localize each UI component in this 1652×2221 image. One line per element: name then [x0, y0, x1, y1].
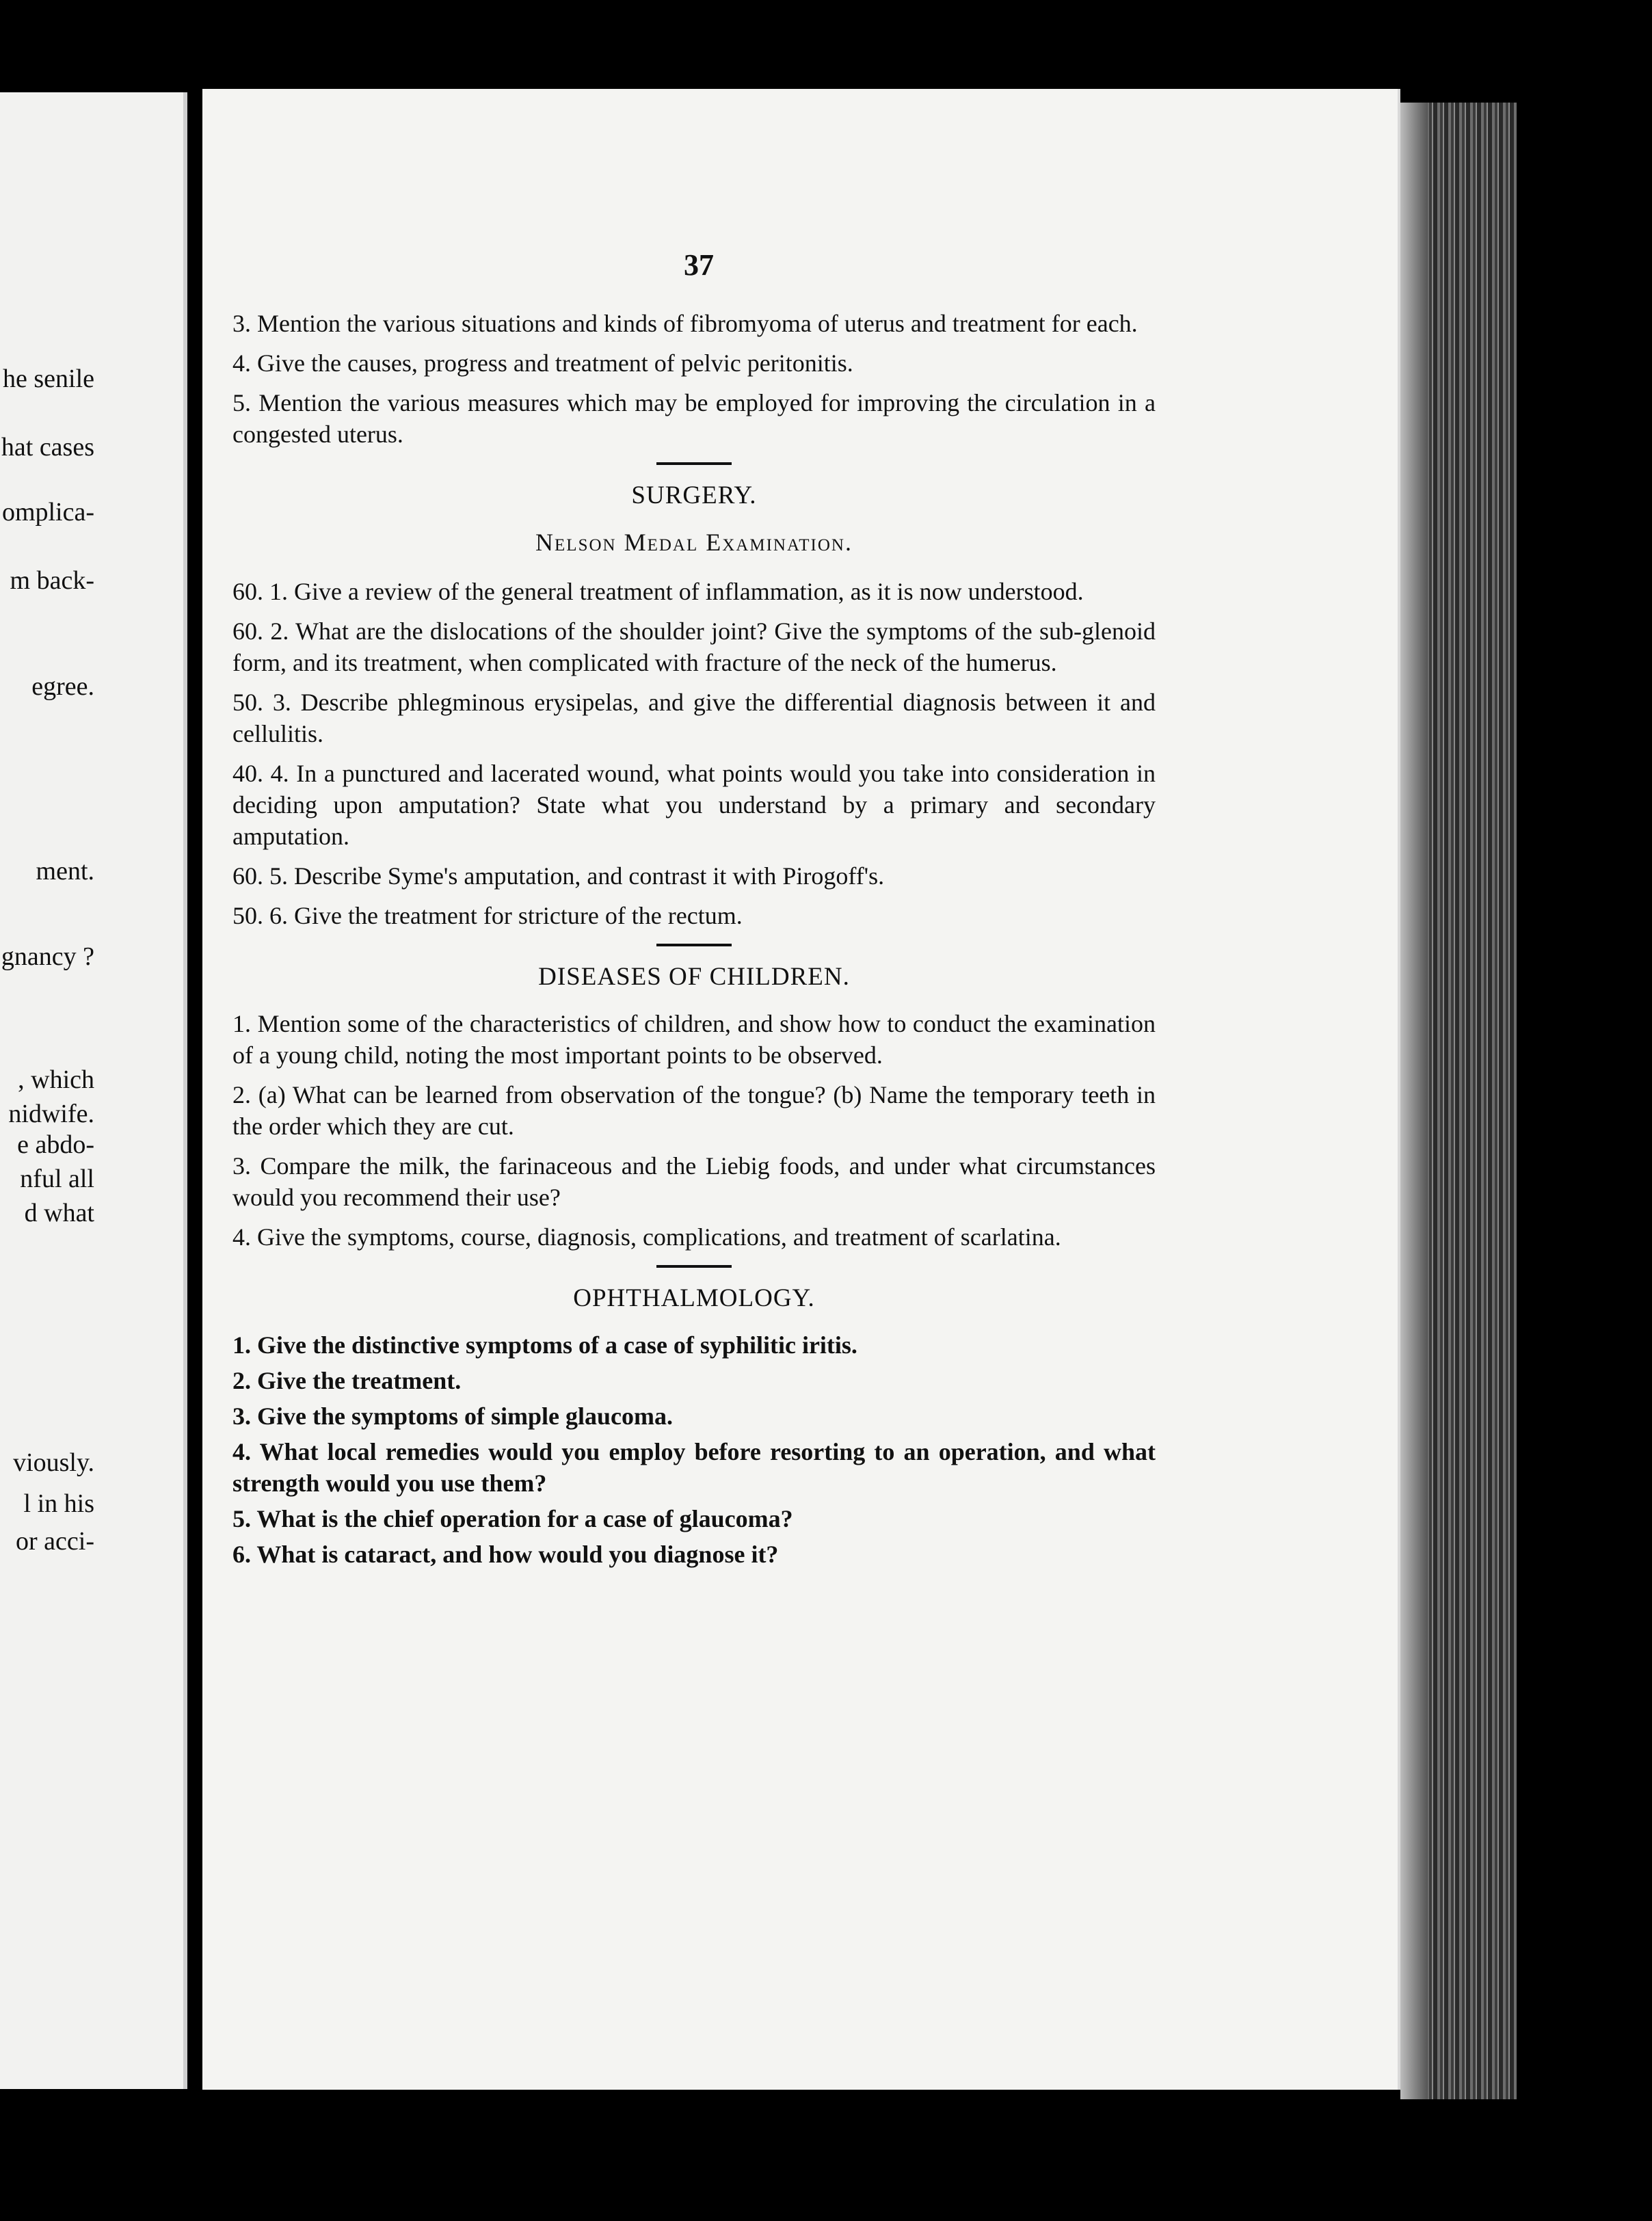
- question: 50. 3. Describe phlegminous erysipelas, and give the differential diagnosis between it and cellulitis.: [232, 689, 1156, 747]
- left-page-fragment: d what: [24, 1199, 94, 1227]
- left-page-fragment: m back-: [10, 566, 94, 595]
- section-divider: [656, 944, 732, 946]
- question: 1. Give the distinctive symptoms of a case of syphilitic iritis.: [232, 1331, 857, 1359]
- page-number: 37: [684, 248, 714, 282]
- question: 60. 1. Give a review of the general treatment of inflammation, as it is now understood.: [232, 578, 1084, 605]
- question: 4. What local remedies would you employ before resorting to an operation, and what strength would you use them?: [232, 1438, 1156, 1497]
- question: 40. 4. In a punctured and lacerated wound, what points would you take into consideration in deciding upon amputation? State what you understand by a primary and secondary amputation.: [232, 760, 1156, 850]
- book-page-edge-shadow: [1400, 103, 1428, 2099]
- left-page-fragment: ment.: [36, 857, 94, 886]
- question: 50. 6. Give the treatment for stricture of the rectum.: [232, 902, 743, 929]
- left-page-fragment: hat cases: [1, 433, 94, 462]
- left-page-fragment: omplica-: [1, 498, 94, 527]
- left-page-fragment: viously.: [13, 1448, 94, 1477]
- question: 4. Give the causes, progress and treatment of pelvic peritonitis.: [232, 349, 853, 377]
- question: 2. (a) What can be learned from observation of the tongue? (b) Name the temporary teeth in the order which they are cut.: [232, 1081, 1156, 1140]
- left-page-fragment: l in his: [23, 1489, 94, 1518]
- left-page-fragment: nful all: [20, 1165, 94, 1193]
- question: 60. 5. Describe Syme's amputation, and contrast it with Pirogoff's.: [232, 862, 885, 890]
- left-page-fragment: he senile: [2, 364, 94, 393]
- question: 3. Mention the various situations and kinds of fibromyoma of uterus and treatment for each.: [232, 310, 1138, 337]
- question: 3. Give the symptoms of simple glaucoma.: [232, 1402, 673, 1430]
- left-page-fragment: egree.: [31, 672, 94, 701]
- question: 60. 2. What are the dislocations of the shoulder joint? Give the symptoms of the sub-glenoid form, and its treatment, when complicated with fracture of the neck of the humerus.: [232, 617, 1156, 676]
- left-facing-page: [0, 92, 187, 2089]
- page-content: [232, 232, 1156, 1574]
- question: 6. What is cataract, and how would you diagnose it?: [232, 1541, 779, 1568]
- left-page-fragment: nidwife.: [8, 1100, 94, 1128]
- question: 2. Give the treatment.: [232, 1367, 462, 1394]
- question: 3. Compare the milk, the farinaceous and the Liebig foods, and under what circumstances would you recommend their use?: [232, 1152, 1156, 1211]
- left-page-fragment: , which: [18, 1065, 94, 1094]
- section-heading: OPHTHALMOLOGY.: [573, 1284, 815, 1312]
- left-page-fragment: or acci-: [16, 1527, 94, 1556]
- section-divider: [656, 1265, 732, 1268]
- section-divider: [656, 462, 732, 465]
- question: 1. Mention some of the characteristics of children, and show how to conduct the examination of a young child, noting the most important points to be observed.: [232, 1010, 1156, 1069]
- question: 4. Give the symptoms, course, diagnosis, complications, and treatment of scarlatina.: [232, 1223, 1061, 1251]
- ophthalmology-questions: [232, 1329, 1156, 1570]
- section-heading: SURGERY.: [631, 481, 757, 509]
- section-subheading: Nelson Medal Examination.: [535, 529, 853, 556]
- section-heading: DISEASES OF CHILDREN.: [538, 963, 850, 991]
- left-page-fragment: gnancy ?: [1, 942, 94, 971]
- left-page-fragment: e abdo-: [17, 1130, 94, 1159]
- question: 5. Mention the various measures which may be employed for improving the circulation in a congested uterus.: [232, 389, 1156, 448]
- question: 5. What is the chief operation for a case of glaucoma?: [232, 1505, 793, 1532]
